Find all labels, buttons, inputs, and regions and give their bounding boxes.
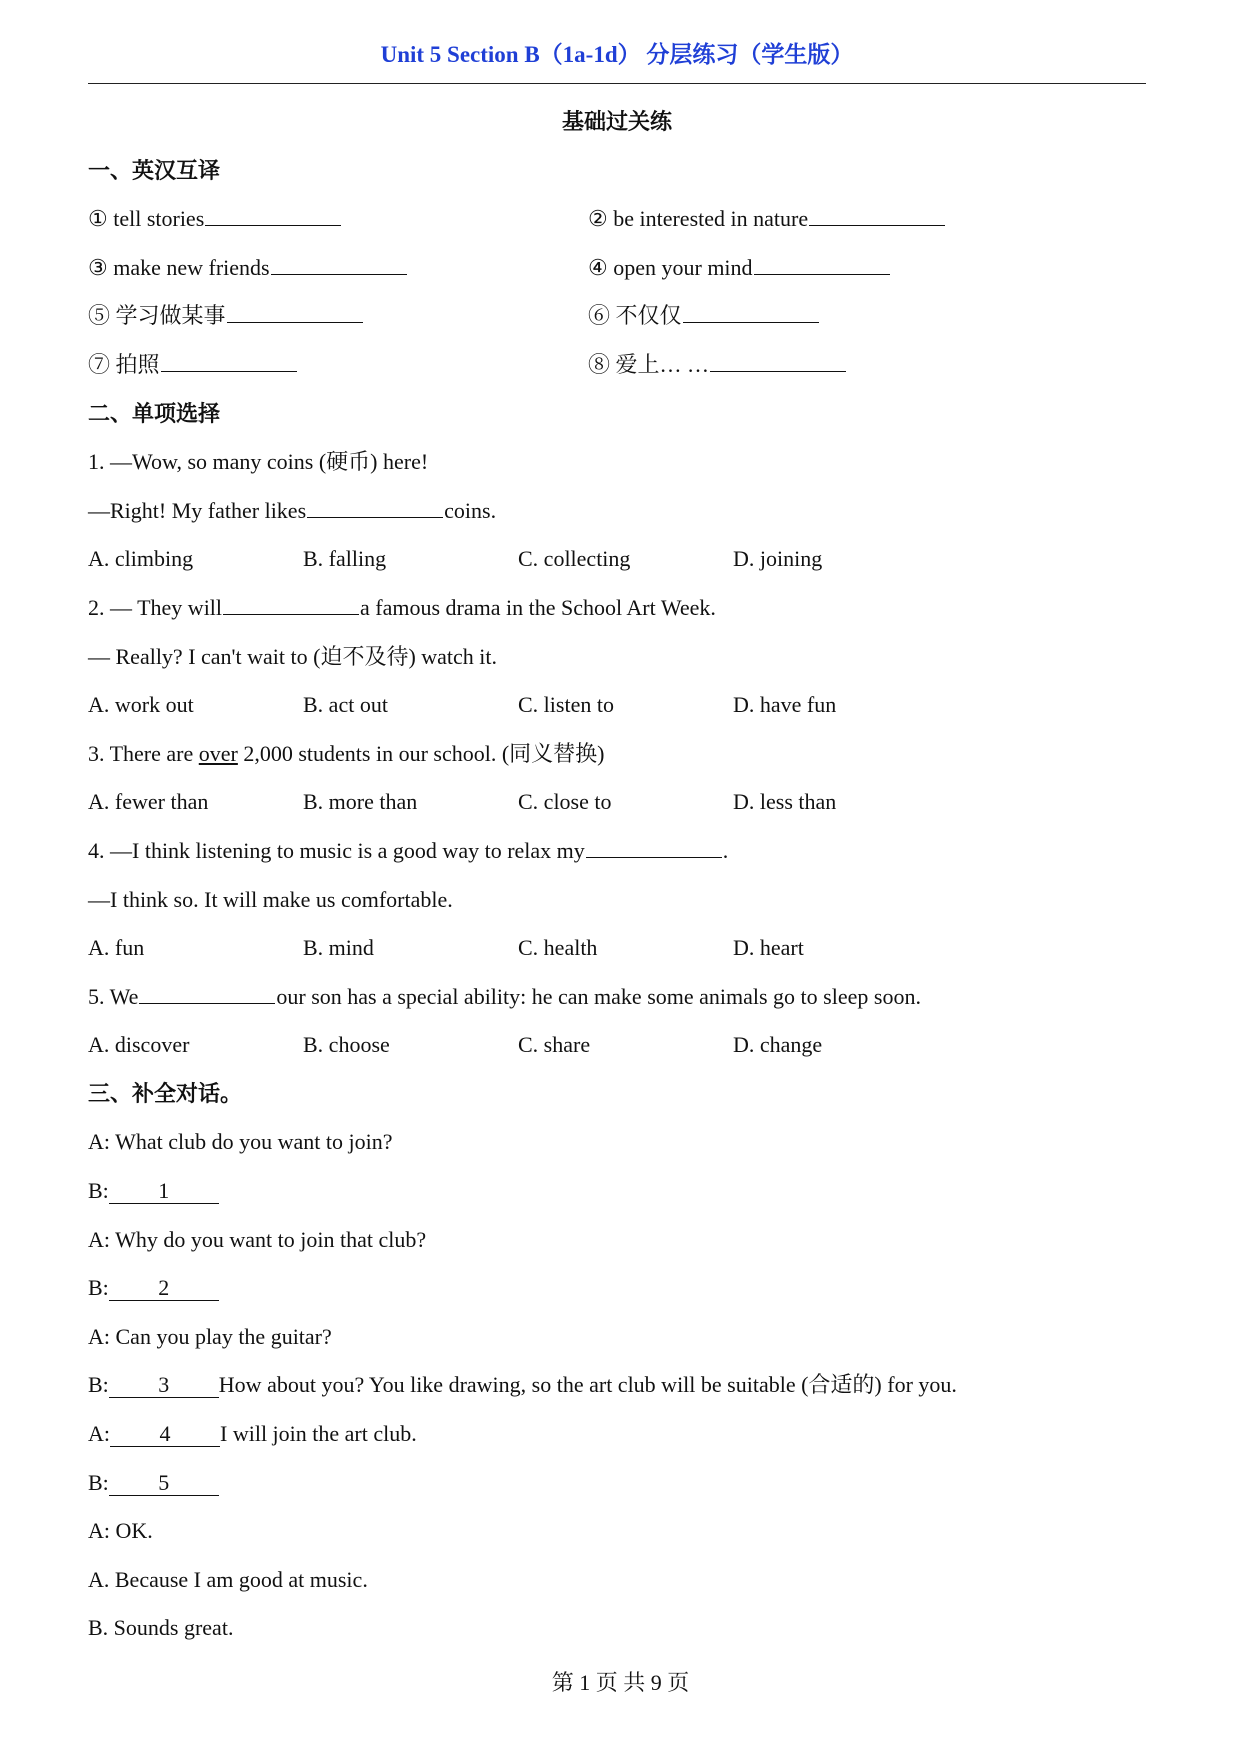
option-d[interactable]: D. have fun — [733, 692, 837, 718]
option-d[interactable]: D. heart — [733, 935, 804, 961]
answer-blank[interactable] — [710, 347, 846, 372]
option-a[interactable]: A. climbing — [88, 546, 194, 572]
question-3-options — [88, 778, 1146, 827]
answer-blank[interactable] — [809, 201, 945, 226]
translation-item: ⑦ 拍照 — [88, 341, 588, 390]
question-3-line1: 3. There are over 2,000 students in our school. (同义替换) — [88, 740, 605, 766]
document-header-title: Unit 5 Section B（1a-1d） 分层练习（学生版） — [380, 42, 854, 67]
question-5-options — [88, 1021, 1146, 1070]
answer-blank[interactable] — [271, 250, 407, 275]
underlined-word: over — [198, 740, 238, 766]
dialogue-option-b: B. Sounds great. — [88, 1615, 234, 1641]
answer-blank[interactable] — [683, 298, 819, 323]
option-d[interactable]: D. change — [733, 1032, 823, 1058]
numbered-blank[interactable]: 3 — [109, 1373, 219, 1398]
answer-blank[interactable] — [227, 298, 363, 323]
question-2-line2: — Really? I can't wait to (迫不及待) watch it. — [88, 643, 498, 669]
option-c[interactable]: C. close to — [518, 789, 612, 815]
question-5-line1: 5. We our son has a special ability: he can make some animals go to sleep soon. — [88, 973, 1146, 1022]
option-a[interactable]: A. fun — [88, 935, 145, 961]
option-b[interactable]: B. more than — [303, 789, 418, 815]
option-a[interactable]: A. work out — [88, 692, 194, 718]
answer-blank[interactable] — [307, 493, 443, 518]
question-1-line1: 1. —Wow, so many coins (硬币) here! — [88, 449, 429, 475]
question-2-line1: 2. — They will a famous drama in the School Art Week. — [88, 584, 1146, 633]
option-c[interactable]: C. health — [518, 935, 598, 961]
option-b[interactable]: B. choose — [303, 1032, 390, 1058]
option-c[interactable]: C. listen to — [518, 692, 614, 718]
section1-title: 一、英汉互译 — [88, 157, 221, 183]
dialogue-line: A: What club do you want to join? — [88, 1129, 393, 1155]
translation-item: ⑤ 学习做某事 — [88, 292, 588, 341]
section2-title: 二、单项选择 — [88, 400, 221, 426]
translation-item: ① tell stories — [88, 195, 588, 244]
question-1-line2: —Right! My father likes coins. — [88, 487, 1146, 536]
answer-blank[interactable] — [754, 250, 890, 275]
option-a[interactable]: A. discover — [88, 1032, 190, 1058]
question-1-options — [88, 535, 1146, 584]
dialogue-line: A: Why do you want to join that club? — [88, 1226, 427, 1252]
header-divider — [88, 83, 1146, 84]
translation-row — [88, 195, 1146, 244]
option-b[interactable]: B. act out — [303, 692, 388, 718]
answer-blank[interactable] — [139, 979, 275, 1004]
section3-title: 三、补全对话。 — [88, 1080, 243, 1106]
option-d[interactable]: D. joining — [733, 546, 823, 572]
dialogue-line: A: Can you play the guitar? — [88, 1323, 332, 1349]
option-b[interactable]: B. falling — [303, 546, 387, 572]
translation-item: ③ make new friends — [88, 244, 588, 293]
dialogue-line: B: 5 — [88, 1459, 1146, 1508]
translation-row — [88, 341, 1146, 390]
translation-item: ⑥ 不仅仅 — [588, 292, 820, 341]
dialogue-line: B: 2 — [88, 1264, 1146, 1313]
option-b[interactable]: B. mind — [303, 935, 374, 961]
translation-item: ④ open your mind — [588, 244, 891, 293]
answer-blank[interactable] — [223, 590, 359, 615]
dialogue-line: B: 1 — [88, 1167, 1146, 1216]
dialogue-option-a: A. Because I am good at music. — [88, 1566, 368, 1592]
question-4-line2: —I think so. It will make us comfortable. — [88, 886, 453, 912]
dialogue-line: A: 4 I will join the art club. — [88, 1421, 417, 1447]
numbered-blank[interactable]: 4 — [110, 1422, 220, 1447]
page-footer: 第 1 页 共 9 页 — [551, 1670, 690, 1695]
option-a[interactable]: A. fewer than — [88, 789, 209, 815]
translation-item: ② be interested in nature — [588, 195, 946, 244]
question-2-options — [88, 681, 1146, 730]
answer-blank[interactable] — [205, 201, 341, 226]
option-d[interactable]: D. less than — [733, 789, 837, 815]
page-title: 基础过关练 — [561, 109, 672, 134]
dialogue-line: B: 3 How about you? You like drawing, so the art club will be suitable (合适的) for you. — [88, 1372, 957, 1398]
answer-blank[interactable] — [586, 833, 722, 858]
translation-item: ⑧ 爱上… … — [588, 341, 847, 390]
dialogue-line: A: OK. — [88, 1518, 153, 1544]
numbered-blank[interactable]: 1 — [109, 1179, 219, 1204]
numbered-blank[interactable]: 2 — [109, 1276, 219, 1301]
translation-row — [88, 244, 1146, 293]
translation-row — [88, 292, 1146, 341]
option-c[interactable]: C. collecting — [518, 546, 631, 572]
question-4-options — [88, 924, 1146, 973]
answer-blank[interactable] — [161, 347, 297, 372]
question-4-line1: 4. —I think listening to music is a good way to relax my . — [88, 827, 1146, 876]
document-content — [88, 98, 1146, 1653]
numbered-blank[interactable]: 5 — [109, 1471, 219, 1496]
option-c[interactable]: C. share — [518, 1032, 591, 1058]
